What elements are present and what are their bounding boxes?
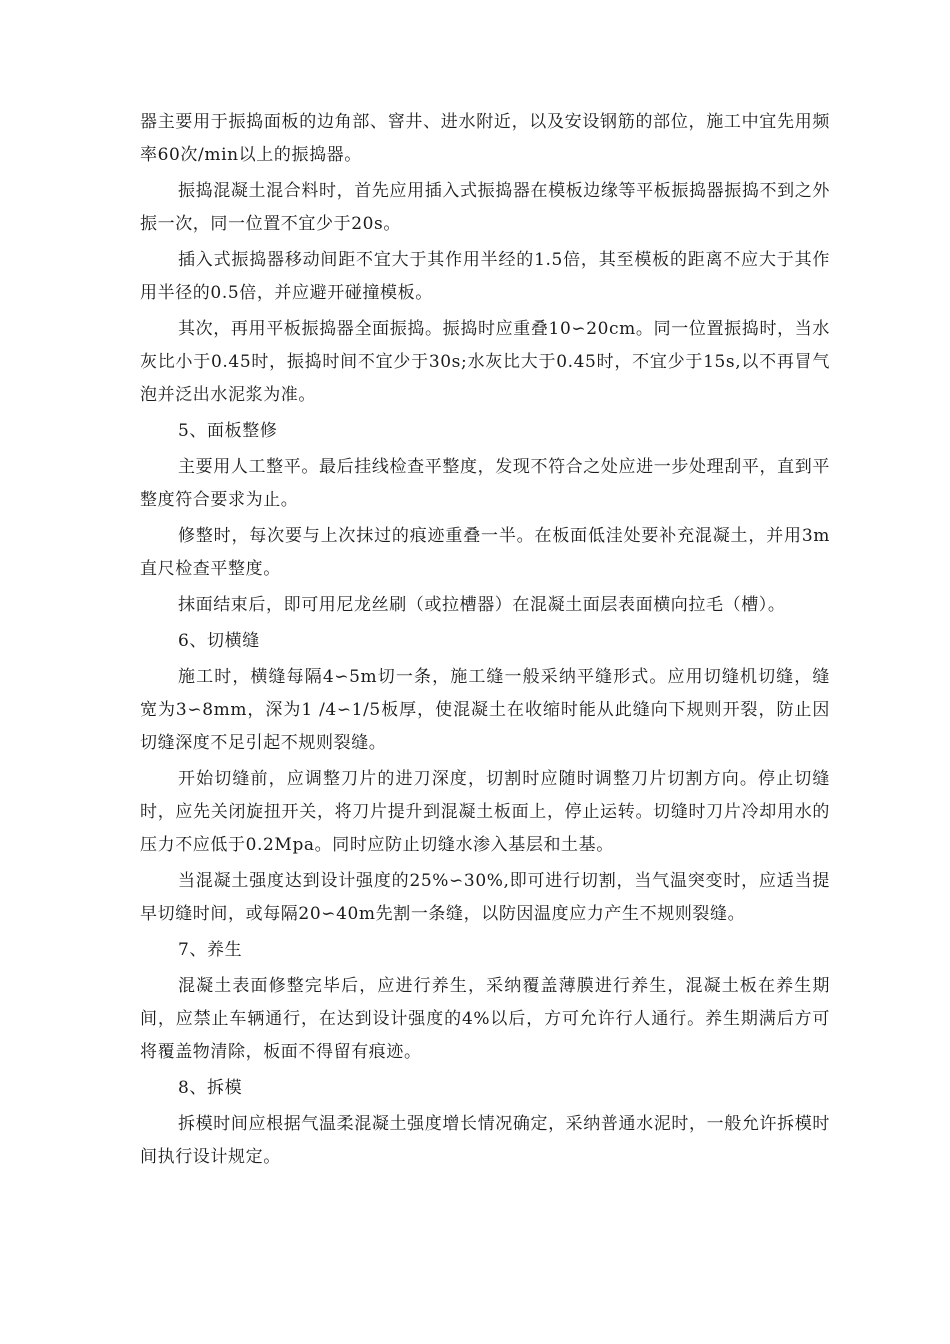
section-heading: 5、面板整修 xyxy=(178,421,278,441)
paragraph: 插入式振捣器移动间距不宜大于其作用半经的1.5倍，其至模板的距离不应大于其作用半径的0.5倍，并应避开碰撞模板。 xyxy=(140,250,830,303)
section-heading: 8、拆模 xyxy=(178,1078,243,1098)
paragraph: 其次，再用平板振捣器全面振捣。振捣时应重叠10∽20cm。同一位置振捣时，当水灰比小于0.45时，振捣时间不宜少于30s;水灰比大于0.45时，不宜少于15s,以不再冒气泡并泛出水泥浆为准。 xyxy=(140,319,830,405)
paragraph: 抹面结束后，即可用尼龙丝刷（或拉槽器）在混凝土面层表面横向拉毛（槽）。 xyxy=(178,595,786,615)
paragraph: 振捣混凝土混合料时，首先应用插入式振捣器在模板边缘等平板振捣器振捣不到之外振一次，同一位置不宜少于20s。 xyxy=(140,181,830,234)
section-heading: 6、切横缝 xyxy=(178,631,260,651)
paragraph: 当混凝土强度达到设计强度的25%∽30%,即可进行切割，当气温突变时，应适当提早切缝时间，或每隔20∽40m先割一条缝，以防因温度应力产生不规则裂缝。 xyxy=(140,871,830,924)
section-heading: 7、养生 xyxy=(178,940,243,960)
paragraph: 混凝土表面修整完毕后，应进行养生，采纳覆盖薄膜进行养生，混凝土板在养生期间，应禁止车辆通行，在达到设计强度的4%以后，方可允许行人通行。养生期满后方可将覆盖物清除，板面不得留有痕迹。 xyxy=(140,976,830,1062)
paragraph: 拆模时间应根据气温柔混凝土强度增长情况确定，采纳普通水泥时，一般允许拆模时间执行设计规定。 xyxy=(140,1114,830,1167)
paragraph: 修整时，每次要与上次抹过的痕迹重叠一半。在板面低洼处要补充混凝土，并用3m直尺检查平整度。 xyxy=(140,526,830,579)
paragraph: 施工时，横缝每隔4∽5m切一条，施工缝一般采纳平缝形式。应用切缝机切缝，缝宽为3∽8mm，深为1 /4∽1/5板厚，使混凝土在收缩时能从此缝向下规则开裂，防止因切缝深度不足引起不规则裂缝。 xyxy=(140,667,830,753)
document-body xyxy=(140,106,830,1177)
paragraph: 器主要用于振捣面板的边角部、窨井、进水附近，以及安设钢筋的部位，施工中宜先用频率60次/min以上的振捣器。 xyxy=(140,112,830,165)
paragraph: 开始切缝前，应调整刀片的进刀深度，切割时应随时调整刀片切割方向。停止切缝时，应先关闭旋扭开关，将刀片提升到混凝土板面上，停止运转。切缝时刀片冷却用水的压力不应低于0.2Mpa。同时应防止切缝水渗入基层和土基。 xyxy=(140,769,830,855)
paragraph: 主要用人工整平。最后挂线检查平整度，发现不符合之处应进一步处理刮平，直到平整度符合要求为止。 xyxy=(140,457,830,510)
